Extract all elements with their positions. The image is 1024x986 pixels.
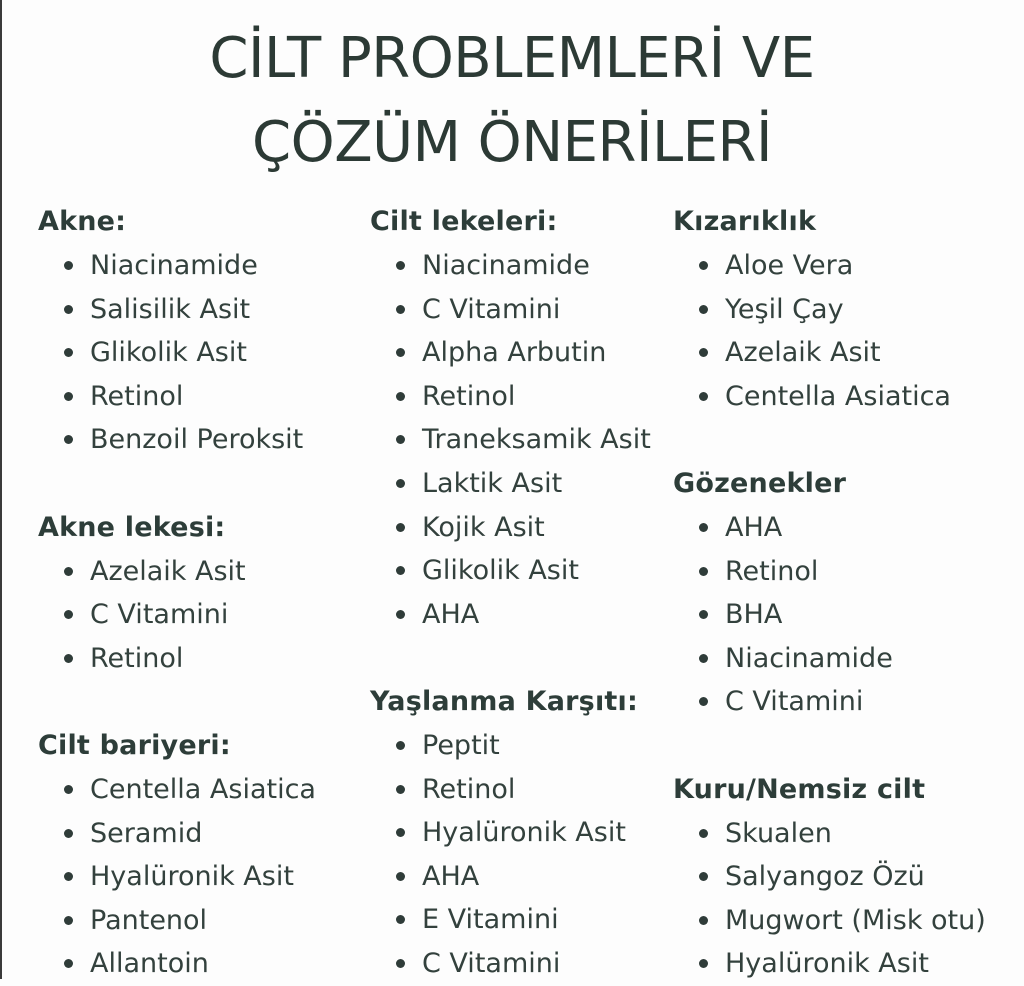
list-item <box>38 244 316 288</box>
list-item <box>370 855 651 899</box>
bullet-icon <box>64 654 73 663</box>
list-item-label: Traneksamik Asit <box>422 424 651 456</box>
section-gozenekler <box>673 462 986 724</box>
list-item-label: Salyangoz Özü <box>725 861 925 893</box>
list-item <box>38 637 316 681</box>
list-item-label: Retinol <box>725 555 819 587</box>
bullet-icon <box>64 785 73 794</box>
bullet-icon <box>64 567 73 576</box>
ingredient-list <box>370 244 651 636</box>
bullet-icon <box>699 567 708 576</box>
list-item <box>370 898 651 942</box>
bullet-icon <box>699 916 708 925</box>
list-item <box>673 331 986 375</box>
bullet-icon <box>699 261 708 270</box>
list-item <box>38 942 316 986</box>
section-heading: Yaşlanma Karşıtı: <box>370 685 638 717</box>
list-item <box>673 375 986 419</box>
list-item <box>673 942 986 986</box>
list-item-label: C Vitamini <box>422 293 561 325</box>
list-item <box>370 768 651 812</box>
list-item-label: Mugwort (Misk otu) <box>725 904 986 936</box>
list-item-label: Azelaik Asit <box>725 337 881 369</box>
section-yaslanma-karsiti <box>370 680 651 986</box>
list-item-label: Hyalüronik Asit <box>90 861 294 893</box>
bullet-icon <box>64 305 73 314</box>
page-title-line-2: ÇÖZÜM ÖNERİLERİ <box>252 110 772 175</box>
ingredient-list <box>38 550 316 681</box>
ingredient-list <box>370 724 651 986</box>
bullet-icon <box>64 959 73 968</box>
list-item-label: Salisilik Asit <box>90 293 251 325</box>
bullet-icon <box>396 872 405 881</box>
ingredient-list <box>673 244 986 418</box>
list-item <box>370 724 651 768</box>
list-item-label: Niacinamide <box>90 250 258 281</box>
list-item <box>370 811 651 855</box>
section-heading: Akne lekesi: <box>38 511 226 543</box>
list-item <box>370 331 651 375</box>
list-item <box>370 375 651 419</box>
section-cilt-lekeleri <box>370 200 651 636</box>
bullet-icon <box>64 348 73 357</box>
list-item <box>673 550 986 594</box>
list-item-label: C Vitamini <box>422 947 561 979</box>
column-3 <box>673 200 986 986</box>
list-item-label: Laktik Asit <box>422 467 563 499</box>
section-heading: Kızarıklık <box>673 206 817 237</box>
bullet-icon <box>64 829 73 838</box>
list-item-label: Aloe Vera <box>725 250 854 281</box>
bullet-icon <box>396 741 405 750</box>
bullet-icon <box>396 566 405 575</box>
list-item-label: Retinol <box>422 773 516 805</box>
ingredient-list <box>673 812 986 986</box>
section-kuru-nemsiz-cilt <box>673 768 986 986</box>
list-item <box>38 331 316 375</box>
ingredient-list <box>38 768 316 986</box>
list-item <box>673 855 986 899</box>
list-item-label: BHA <box>725 599 783 631</box>
bullet-icon <box>699 829 708 838</box>
section-heading: Kuru/Nemsiz cilt <box>673 773 926 805</box>
bullet-icon <box>396 435 405 444</box>
list-item <box>38 899 316 943</box>
bullet-icon <box>396 261 405 270</box>
section-cilt-bariyeri <box>38 724 316 986</box>
list-item <box>38 855 316 899</box>
list-item-label: Retinol <box>90 380 184 412</box>
bullet-icon <box>396 479 405 488</box>
bullet-icon <box>396 305 405 314</box>
column-1 <box>38 200 316 986</box>
list-item <box>370 288 651 332</box>
section-akne-lekesi <box>38 506 316 681</box>
bullet-icon <box>699 959 708 968</box>
section-heading: Gözenekler <box>673 467 847 499</box>
bullet-icon <box>699 348 708 357</box>
list-item-label: Hyalüronik Asit <box>725 948 929 980</box>
list-item-label: Allantoin <box>90 948 209 980</box>
list-item <box>38 418 316 462</box>
list-item-label: Kojik Asit <box>422 511 545 543</box>
bullet-icon <box>64 435 73 444</box>
list-item-label: C Vitamini <box>725 686 864 718</box>
column-2 <box>370 200 651 986</box>
list-item-label: Niacinamide <box>725 642 893 674</box>
bullet-icon <box>396 348 405 357</box>
list-item-label: Alpha Arbutin <box>422 337 607 369</box>
list-item-label: Seramid <box>90 817 203 849</box>
list-item <box>673 680 986 724</box>
list-item-label: Retinol <box>422 380 516 412</box>
bullet-icon <box>699 523 708 532</box>
list-item <box>38 593 316 637</box>
list-item <box>38 550 316 594</box>
list-item-label: Hyalüronik Asit <box>422 817 626 849</box>
list-item <box>38 812 316 856</box>
list-item <box>673 899 986 943</box>
list-item-label: Retinol <box>90 642 184 674</box>
bullet-icon <box>64 261 73 270</box>
bullet-icon <box>396 828 405 837</box>
bullet-icon <box>699 305 708 314</box>
list-item-label: AHA <box>422 860 480 892</box>
bullet-icon <box>64 916 73 925</box>
list-item-label: Glikolik Asit <box>422 555 579 587</box>
list-item-label: Niacinamide <box>422 250 590 281</box>
list-item-label: Peptit <box>422 729 500 761</box>
bullet-icon <box>699 697 708 706</box>
bullet-icon <box>396 959 405 968</box>
section-heading: Cilt lekeleri: <box>370 206 558 237</box>
bullet-icon <box>396 523 405 532</box>
list-item-label: Glikolik Asit <box>90 337 247 369</box>
list-item <box>38 768 316 812</box>
list-item-label: Centella Asiatica <box>90 773 316 805</box>
page-title-line-1: CİLT PROBLEMLERİ VE <box>209 26 815 91</box>
list-item <box>370 244 651 288</box>
list-item-label: Pantenol <box>90 904 208 936</box>
bullet-icon <box>396 915 405 924</box>
list-item-label: Yeşil Çay <box>725 293 844 325</box>
bullet-icon <box>699 392 708 401</box>
ingredient-list <box>673 506 986 724</box>
list-item <box>673 637 986 681</box>
bullet-icon <box>699 872 708 881</box>
section-heading: Akne: <box>38 206 127 237</box>
section-kizariklik <box>673 200 986 418</box>
list-item <box>673 506 986 550</box>
list-item-label: Benzoil Peroksit <box>90 424 304 456</box>
section-heading: Cilt bariyeri: <box>38 729 231 761</box>
bullet-icon <box>396 610 405 619</box>
list-item <box>673 593 986 637</box>
bullet-icon <box>396 785 405 794</box>
list-item <box>673 812 986 856</box>
list-item <box>370 593 651 637</box>
bullet-icon <box>699 654 708 663</box>
list-item-label: Centella Asiatica <box>725 380 951 412</box>
list-item <box>673 288 986 332</box>
list-item <box>38 375 316 419</box>
list-item-label: Skualen <box>725 817 832 849</box>
list-item <box>673 244 986 288</box>
bullet-icon <box>699 610 708 619</box>
bullet-icon <box>396 392 405 401</box>
bullet-icon <box>64 610 73 619</box>
list-item <box>370 549 651 593</box>
section-akne <box>38 200 316 462</box>
list-item <box>370 418 651 462</box>
bullet-icon <box>64 392 73 401</box>
ingredient-list <box>38 244 316 462</box>
list-item-label: AHA <box>422 598 480 630</box>
bullet-icon <box>64 872 73 881</box>
list-item-label: E Vitamini <box>422 904 559 936</box>
list-item <box>370 506 651 550</box>
list-item-label: Azelaik Asit <box>90 555 246 587</box>
list-item-label: AHA <box>725 511 783 543</box>
list-item-label: C Vitamini <box>90 599 229 631</box>
list-item <box>370 462 651 506</box>
list-item <box>38 288 316 332</box>
